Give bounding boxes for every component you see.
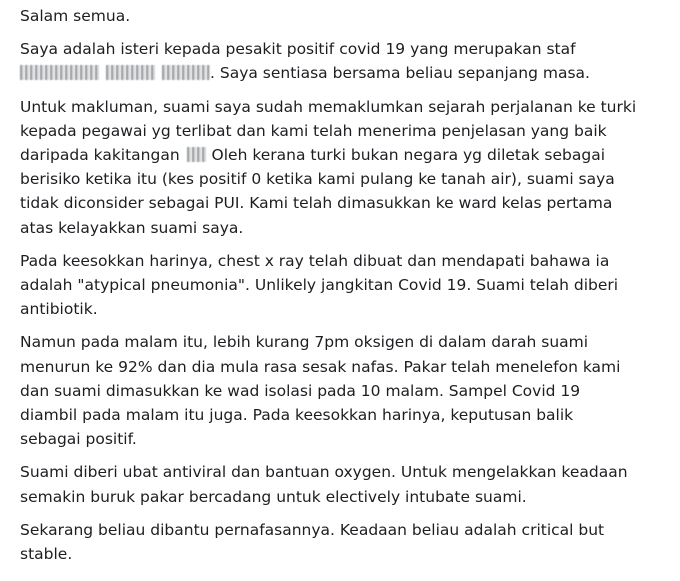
text-line: Pada keesokkan harinya, chest x ray telah dibuat dan mendapati bahawa ia [20,251,610,270]
redaction-blur [20,65,100,80]
text-line: Suami diberi ubat antiviral dan bantuan oxygen. Untuk mengelakkan keadaan [20,463,628,482]
redaction-blur [187,147,207,162]
text-line: Untuk makluman, suami saya sudah memaklumkan sejarah perjalanan ke turki [20,97,637,116]
post-paragraph-4 [20,330,670,451]
text-segment: daripada kakitangan [20,146,180,165]
text-line: semakin buruk pakar bercadang untuk electively intubate suami. [20,487,527,506]
text-line: stable. [20,545,73,564]
text-line: sebagai positif. [20,430,137,449]
post-paragraph-3 [20,249,670,322]
text-line: atas kelayakkan suami saya. [20,218,244,237]
text-line: adalah "atypical pneumonia". Unlikely jangkitan Covid 19. Suami telah diberi [20,276,619,295]
text-line [20,61,670,85]
text-segment: . Saya sentiasa bersama beliau sepanjang masa. [210,64,590,83]
text-line: diambil pada malam itu juga. Pada keesokkan harinya, keputusan balik [20,406,574,425]
text-line: Salam semua. [20,7,131,25]
redaction-blur [162,65,210,80]
post-paragraph-2 [20,95,670,240]
text-line: Namun pada malam itu, lebih kurang 7pm oksigen di dalam darah suami [20,333,589,352]
post-paragraph-6 [20,518,670,566]
text-line: dan suami dimasukkan ke wad isolasi pada 10 malam. Sampel Covid 19 [20,381,581,400]
post-body [20,4,670,575]
post-paragraph-1 [20,37,670,85]
post-paragraph-5 [20,460,670,508]
text-line: kepada pegawai yg terlibat dan kami telah menerima penjelasan yang baik [20,121,607,140]
text-line: Sekarang beliau dibantu pernafasannya. Keadaan beliau adalah critical but [20,520,605,539]
text-line [20,143,670,167]
text-segment: Oleh kerana turki bukan negara yg diletak sebagai [206,146,606,165]
text-line: Saya adalah isteri kepada pesakit positif covid 19 yang merupakan staf [20,40,576,59]
text-line: berisiko ketika itu (kes positif 0 ketika kami pulang ke tanah air), suami saya [20,170,615,189]
text-line: tidak diconsider sebagai PUI. Kami telah dimasukkan ke ward kelas pertama [20,194,613,213]
text-line: antibiotik. [20,300,98,319]
text-line: menurun ke 92% dan dia mula rasa sesak nafas. Pakar telah menelefon kami [20,357,621,376]
post-greeting [20,4,670,28]
redaction-blur [106,65,156,80]
